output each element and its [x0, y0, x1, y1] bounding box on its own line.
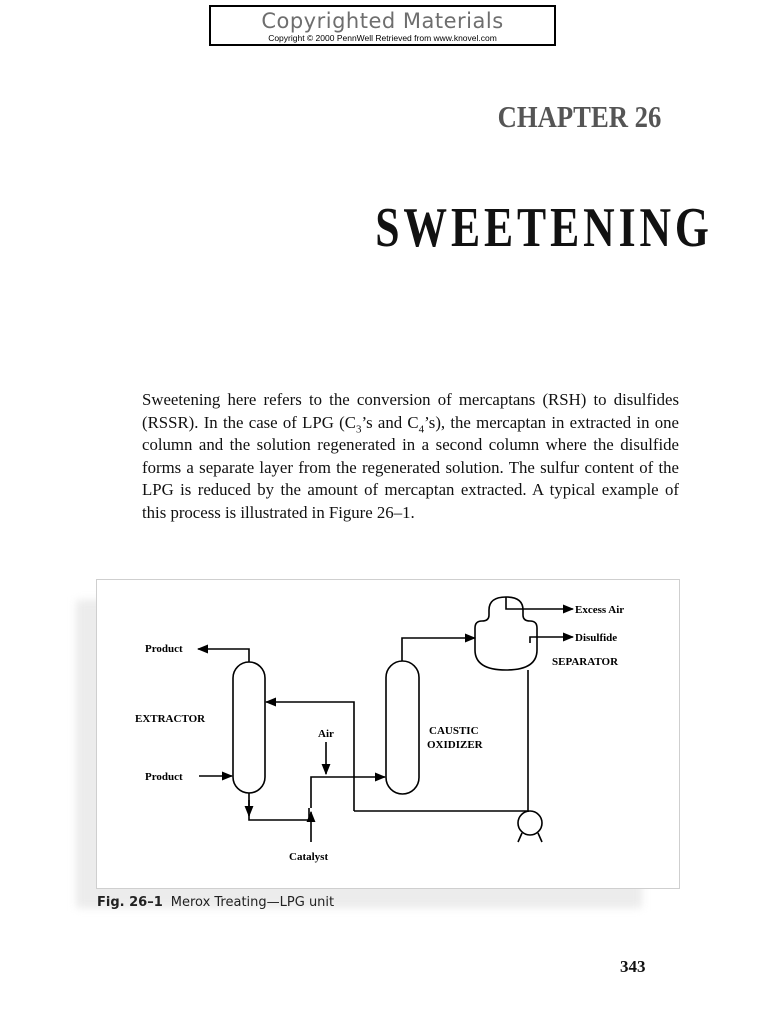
product-top-line	[198, 649, 249, 662]
caption-number: Fig. 26–1	[97, 895, 163, 910]
stamp-title: Copyrighted Materials	[261, 9, 504, 33]
pump	[518, 811, 542, 835]
oxidizer-column	[386, 661, 419, 794]
page-number: 343	[620, 957, 646, 976]
body-text-3: ’s), the mercaptan in extracted in one column and the solution regenerated in a second column where the disulfide forms a separate layer from the regenerated solution. The sulfur content of the LPG is reduced by the amount of mercaptan extracted. A typical example of this process is illustrated in Figure 26–1.	[142, 412, 679, 522]
label-product-bottom: Product	[145, 771, 183, 783]
label-product-top: Product	[145, 643, 183, 655]
label-air: Air	[318, 728, 334, 740]
subscript-4: 4	[418, 422, 425, 435]
subscript-3: 3	[355, 422, 362, 435]
label-excess-air: Excess Air	[575, 604, 625, 616]
label-caustic: CAUSTIC	[429, 725, 479, 737]
label-separator: SEPARATOR	[552, 656, 619, 668]
caption-text: Merox Treating—LPG unit	[170, 895, 335, 910]
label-extractor: EXTRACTOR	[135, 713, 206, 725]
body-text-2: ’s and C	[361, 412, 419, 432]
chapter-title: SWEETENING	[375, 197, 713, 259]
figure-caption	[97, 895, 334, 910]
extractor-bottom-line	[249, 793, 309, 820]
chapter-label: CHAPTER 26	[497, 99, 661, 134]
pump-return-line	[354, 811, 528, 812]
to-oxidizer-line	[311, 777, 385, 808]
label-catalyst: Catalyst	[289, 851, 329, 863]
copyright-stamp	[209, 5, 556, 46]
label-disulfide: Disulfide	[575, 632, 618, 644]
process-flow-diagram	[97, 580, 681, 890]
figure-box	[96, 579, 680, 889]
extractor-column	[233, 662, 265, 793]
stamp-subtitle: Copyright © 2000 PennWell Retrieved from www.knovel.com	[268, 33, 497, 43]
body-paragraph	[142, 389, 679, 525]
label-oxidizer: OXIDIZER	[427, 739, 483, 751]
body-text-1: Sweetening here refers to the conversion of mercaptans (RSH) to disulfides (RSSR). In the case of LPG (C	[142, 390, 679, 432]
oxidizer-to-separator-line	[402, 638, 475, 661]
